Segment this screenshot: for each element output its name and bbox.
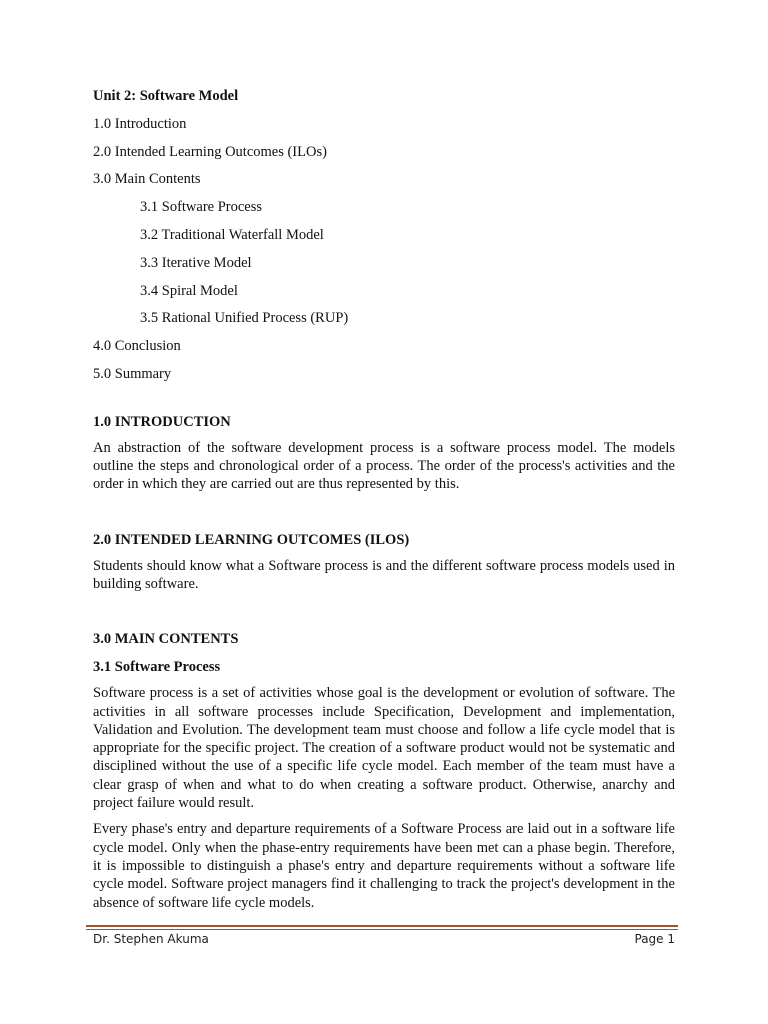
ilos-section [93,530,675,594]
section-paragraph: Every phase's entry and departure requirements of a Software Process are laid out in a software life cycle model. Only when the phase-entry requirements have been met can a phase begin. Therefore, it is impossible to distinguish a phase's entry and departure requirements without a software life cycle model. Software project managers find it challenging to track the project's development in the absence of software life cycle models. [93,821,675,911]
toc-subitem: 3.1 Software Process [140,199,263,216]
section-paragraph: An abstraction of the software development process is a software process model. The models outline the steps and chronological order of a process. The order of the process's activities and the order in which they are carried out are thus represented by this. [93,439,675,493]
toc-item: 5.0 Summary [93,365,172,382]
introduction-section [93,412,675,494]
footer-divider-thin [86,929,678,930]
toc-subitem: 3.3 Iterative Model [140,254,252,271]
toc-item: 2.0 Intended Learning Outcomes (ILOs) [93,143,327,160]
section-heading: 3.0 MAIN CONTENTS [93,631,239,648]
section-heading: 1.0 INTRODUCTION [93,413,231,430]
section-paragraph: Students should know what a Software process is and the different software process models used in building software. [93,557,675,592]
toc-subitem: 3.5 Rational Unified Process (RUP) [140,310,349,327]
table-of-contents [93,114,675,384]
page-content [93,86,675,912]
toc-item: 4.0 Conclusion [93,338,181,355]
toc-item: 1.0 Introduction [93,115,187,132]
section-paragraph: Software process is a set of activities whose goal is the development or evolution of software. The activities in all software processes include Specification, Development and implementation, Validation and Evolution. The development team must choose and follow a life cycle model that is appropriate for the specific project. The creation of a software product would not be systematic and disciplined without the use of a specific life cycle model. Each member of the team must have a clear grasp of when and what to do when creating a software product. Otherwise, anarchy and project failure would result. [93,685,675,812]
footer-page-number: Page 1 [634,932,675,946]
toc-subitem: 3.4 Spiral Model [140,282,238,299]
subsection-heading: 3.1 Software Process [93,659,221,676]
toc-item: 3.0 Main Contents [93,171,201,188]
footer-author: Dr. Stephen Akuma [93,932,209,946]
section-heading: 2.0 INTENDED LEARNING OUTCOMES (ILOS) [93,531,410,548]
unit-title: Unit 2: Software Model [93,88,239,104]
footer-divider [86,925,678,927]
main-contents-section [93,629,675,912]
page-footer [93,932,675,950]
toc-subitem: 3.2 Traditional Waterfall Model [140,226,324,243]
